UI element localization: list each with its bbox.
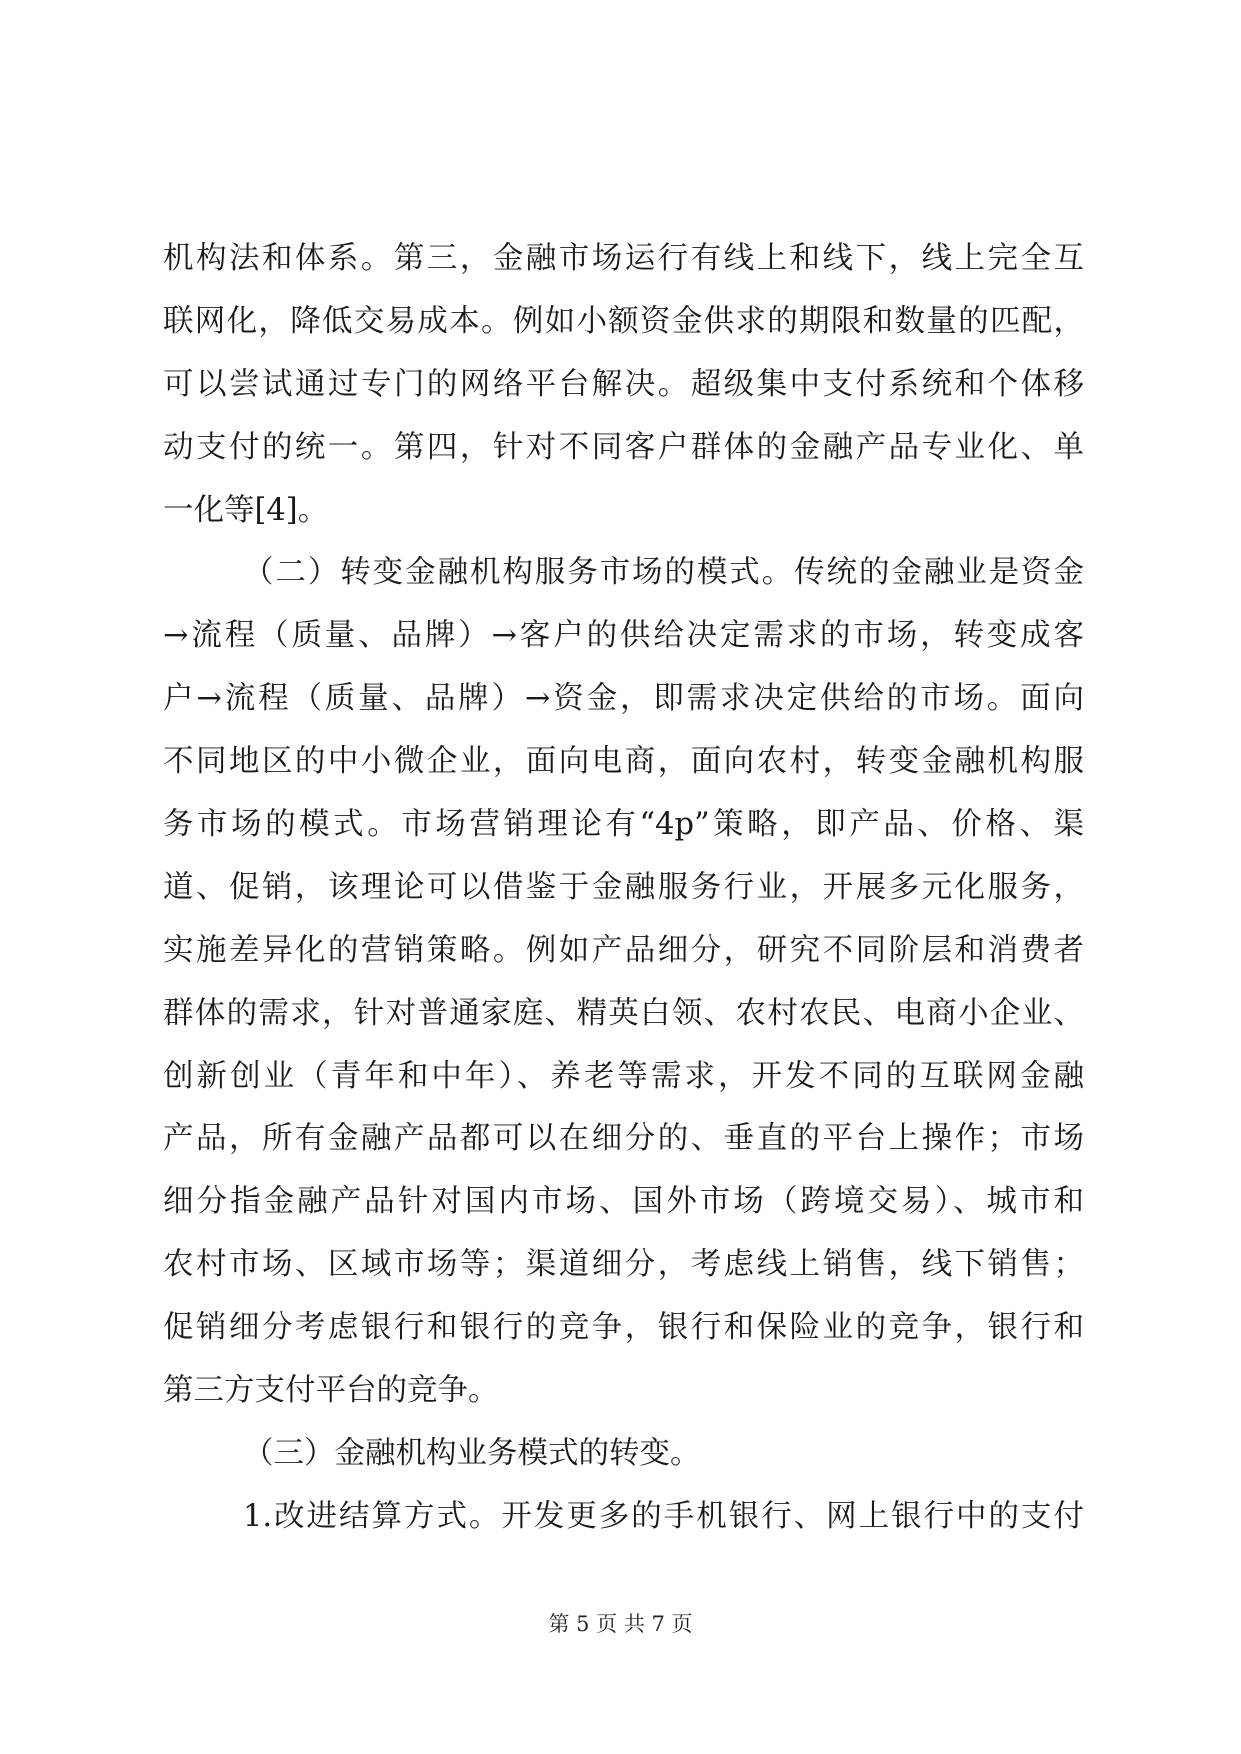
text-line: 道、促销，该理论可以借鉴于金融服务行业，开展多元化服务，	[163, 869, 1084, 905]
text-line: 第三方支付平台的竞争。	[163, 1373, 499, 1409]
body-text	[163, 228, 1084, 1549]
text-line: 实施差异化的营销策略。例如产品细分，研究不同阶层和消费者	[163, 932, 1084, 968]
text-line: 联网化，降低交易成本。例如小额资金供求的期限和数量的匹配，	[163, 303, 1084, 339]
text-line: 促销细分考虑银行和银行的竞争，银行和保险业的竞争，银行和	[163, 1310, 1084, 1346]
text-line: 可以尝试通过专门的网络平台解决。超级集中支付系统和个体移	[163, 366, 1084, 402]
text-line: 群体的需求，针对普通家庭、精英白领、农村农民、电商小企业、	[163, 995, 1084, 1031]
text-line: 一化等[4]。	[163, 492, 329, 528]
section-heading-line: （三）金融机构业务模式的转变。	[243, 1435, 701, 1471]
text-line: 动支付的统一。第四，针对不同客户群体的金融产品专业化、单	[163, 429, 1084, 465]
text-line: 细分指金融产品针对国内市场、国外市场（跨境交易）、城市和	[163, 1184, 1084, 1220]
text-line: 创新创业（青年和中年）、养老等需求，开发不同的互联网金融	[163, 1058, 1084, 1094]
page-number-footer: 第 5 页 共 7 页	[548, 1612, 693, 1636]
text-line: →流程（质量、品牌）→客户的供给决定需求的市场，转变成客	[163, 618, 1084, 654]
text-line: 不同地区的中小微企业，面向电商，面向农村，转变金融机构服	[163, 744, 1084, 780]
text-line: 农村市场、区域市场等；渠道细分，考虑线上销售，线下销售；	[163, 1247, 1084, 1283]
text-line: 务市场的模式。市场营销理论有“4p”策略，即产品、价格、渠	[163, 807, 1084, 843]
text-line: 户→流程（质量、品牌）→资金，即需求决定供给的市场。面向	[163, 681, 1084, 717]
list-item-line: 1.改进结算方式。开发更多的手机银行、网上银行中的支付	[243, 1498, 1084, 1534]
section-heading-line: （二）转变金融机构服务市场的模式。传统的金融业是资金	[243, 555, 1084, 591]
text-line: 产品，所有金融产品都可以在细分的、垂直的平台上操作；市场	[163, 1121, 1084, 1157]
text-line: 机构法和体系。第三，金融市场运行有线上和线下，线上完全互	[163, 241, 1084, 276]
